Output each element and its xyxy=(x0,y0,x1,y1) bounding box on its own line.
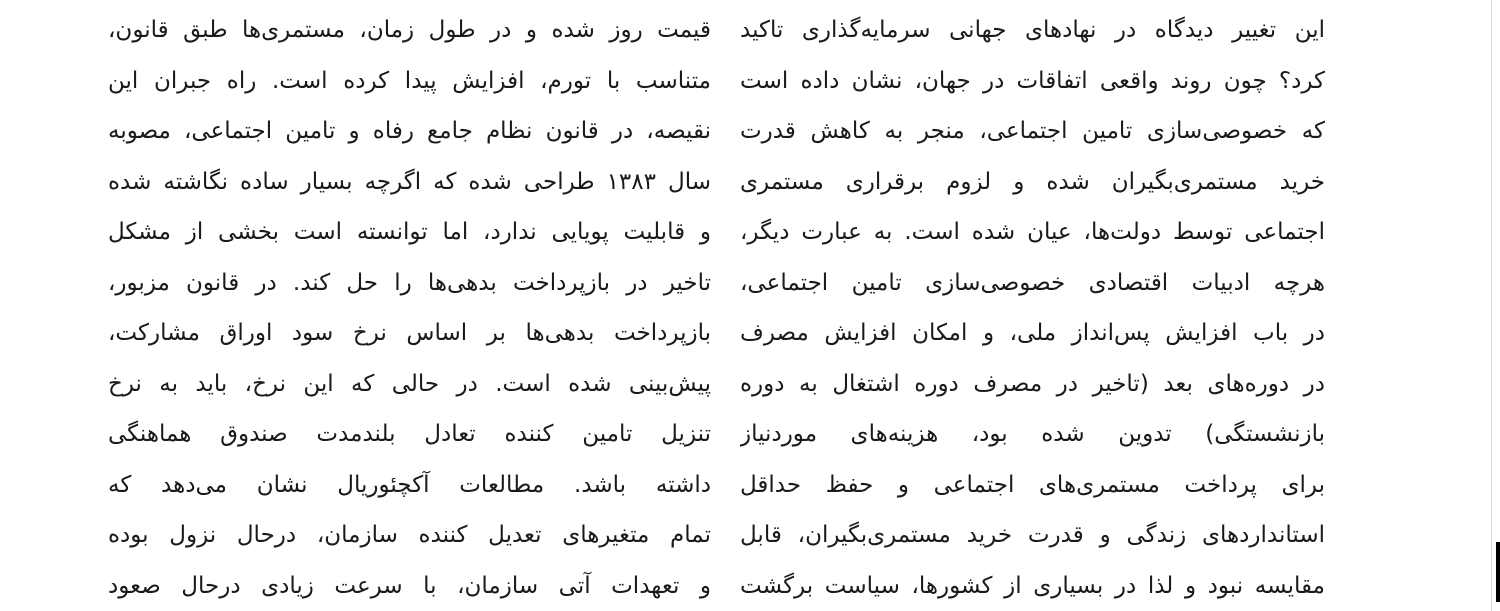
text-line: و تعهدات آتی سازمان، با سرعت زیادی درحال صعود xyxy=(108,572,711,599)
page-edge-divider xyxy=(1491,0,1500,611)
text-line: بازنشستگی) تدوین شده بود، هزینه‌های موردنیاز xyxy=(740,421,1325,447)
text-line: این تغییر دیدگاه در نهادهای جهانی سرمایه‌گذاری تاکید xyxy=(740,17,1325,43)
text-line: سال ۱۳۸۳ طراحی شده که اگرچه بسیار ساده نگاشته شده xyxy=(108,168,711,195)
text-line: در دوره‌های بعد (تاخیر در مصرف دوره اشتغال به دوره xyxy=(740,370,1325,397)
text-line: خرید مستمری‌بگیران شده و لزوم برقراری مستمری xyxy=(740,168,1325,195)
text-line: داشته باشد. مطالعات آکچئوریال نشان می‌دهد که xyxy=(108,471,711,498)
text-line: نقیصه، در قانون نظام جامع رفاه و تامین اجتماعی، مصوبه xyxy=(108,118,711,144)
page-edge-mark xyxy=(1496,542,1500,602)
text-line: قیمت روز شده و در طول زمان، مستمری‌ها طبق قانون، xyxy=(108,17,711,43)
text-line: استانداردهای زندگی و قدرت خرید مستمری‌بگیران، قابل xyxy=(740,522,1325,548)
text-line: کرد؟ چون روند واقعی اتفاقات در جهان، نشان داده است xyxy=(740,67,1325,94)
text-line: پیش‌بینی شده است. در حالی که این نرخ، باید به نرخ xyxy=(108,370,711,397)
text-line: هرچه ادبیات اقتصادی خصوصی‌سازی تامین اجتماعی، xyxy=(740,269,1325,296)
text-line: تاخیر در بازپرداخت بدهی‌ها را حل کند. در قانون مزبور، xyxy=(108,269,711,296)
text-line: مقایسه نبود و لذا در بسیاری از کشورها، سیاست برگشت xyxy=(740,572,1325,599)
text-line: متناسب با تورم، افزایش پیدا کرده است. راه جبران این xyxy=(108,67,711,94)
text-line: در باب افزایش پس‌انداز ملی، و امکان افزایش مصرف xyxy=(740,320,1325,346)
text-line: و قابلیت پویایی ندارد، اما توانسته است بخشی از مشکل xyxy=(108,219,711,245)
text-line: اجتماعی توسط دولت‌ها، عیان شده است. به عبارت دیگر، xyxy=(740,219,1325,245)
text-line: تنزیل تامین کننده تعادل بلندمدت صندوق هماهنگی xyxy=(108,421,711,447)
text-line: بازپرداخت بدهی‌ها بر اساس نرخ سود اوراق مشارکت، xyxy=(108,320,711,346)
article-column-right xyxy=(740,0,1325,611)
article-column-left xyxy=(108,0,711,611)
text-line: که خصوصی‌سازی تامین اجتماعی، منجر به کاهش قدرت xyxy=(740,118,1325,144)
text-line: برای پرداخت مستمری‌های اجتماعی و حفظ حداقل xyxy=(740,471,1325,498)
text-line: تمام متغیرهای تعدیل کننده سازمان، درحال نزول بوده xyxy=(108,522,711,548)
